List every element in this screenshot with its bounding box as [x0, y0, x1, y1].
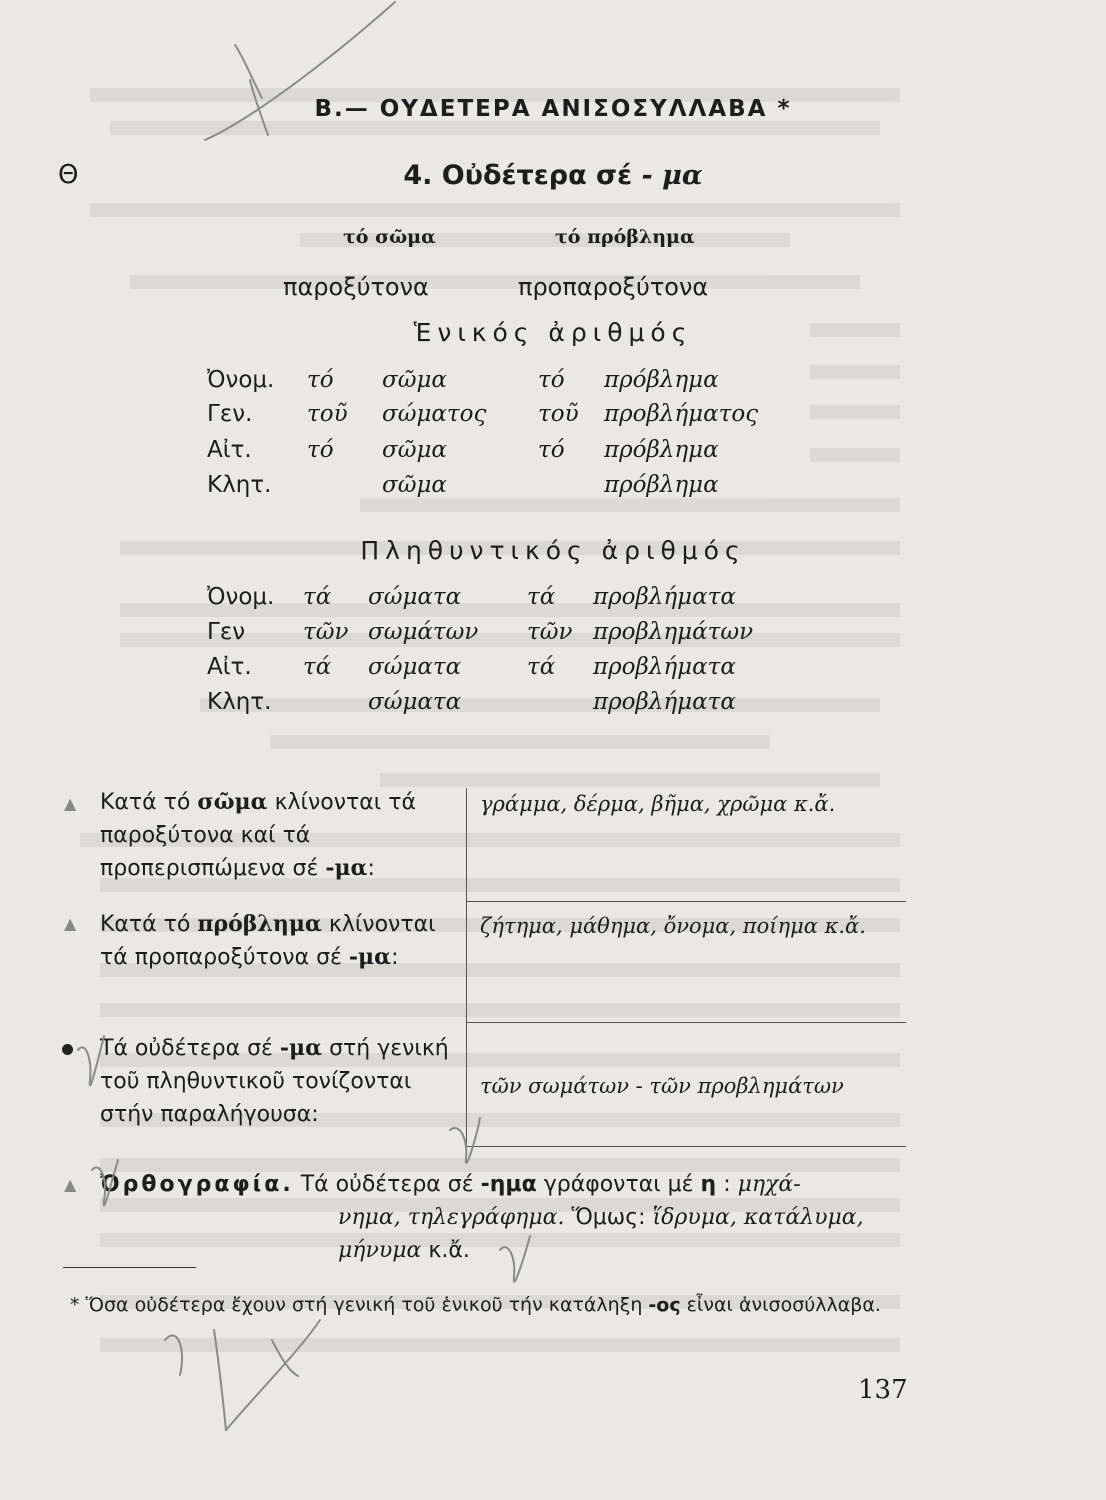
- singular-heading: Ἑνικός ἀριθμός: [413, 318, 693, 347]
- note-text: κ.ἄ.: [421, 1238, 470, 1263]
- note-text: Τά οὐδέτερα σέ: [300, 1172, 481, 1197]
- table-row: [0, 401, 1106, 433]
- word-form: προβλημάτων: [593, 619, 754, 645]
- table-row: [0, 584, 1106, 616]
- article: τά: [303, 654, 332, 680]
- word-form: προβλήματα: [593, 689, 736, 715]
- note-text: :: [716, 1172, 738, 1197]
- rules-separator: [466, 901, 906, 902]
- article: τῶν: [303, 619, 349, 645]
- bullet-icon: [62, 1044, 73, 1055]
- triangle-icon: ▲: [64, 914, 77, 933]
- rule-soma: [100, 786, 460, 885]
- rule-bold: -μα: [279, 1035, 323, 1061]
- rules-separator: [466, 1146, 906, 1147]
- article: τά: [527, 584, 556, 610]
- rule-text: Τά οὐδέτερα σέ: [100, 1036, 280, 1061]
- footnote-rule: [63, 1267, 196, 1268]
- case-label: Γεν: [207, 619, 246, 645]
- footnote: [70, 1290, 906, 1320]
- rule-text: :: [367, 856, 375, 881]
- note-bold: -ημα: [480, 1172, 537, 1197]
- lesson-title: [0, 160, 1106, 191]
- lesson-number: 4. Οὐδέτερα σέ: [403, 160, 633, 191]
- lesson-ending: - μα: [641, 160, 703, 191]
- word-form: σῶμα: [382, 472, 447, 498]
- model-word-1: τό σῶμα: [343, 226, 436, 248]
- section-title: Β.— ΟΥΔΕΤΕΡΑ ΑΝΙΣΟΣΥΛΛΑΒΑ *: [314, 96, 792, 122]
- word-form: σώματος: [382, 401, 487, 427]
- rule-bold: -μα: [348, 944, 392, 970]
- rule-text: :: [391, 945, 399, 970]
- margin-mark: Θ: [58, 160, 79, 190]
- rule-bold: πρόβλημα: [197, 911, 322, 937]
- note-example: μηχά-: [737, 1172, 801, 1197]
- word-form: σῶμα: [382, 437, 447, 463]
- rule-bold: -μα: [325, 855, 368, 881]
- article: τά: [303, 584, 332, 610]
- footnote-text: Ὅσα οὐδέτερα ἔχουν στή γενική τοῦ ἑνικοῦ τήν κατάληξη: [85, 1294, 649, 1316]
- rules-separator: [466, 1022, 906, 1023]
- page-number: 137: [858, 1375, 908, 1405]
- rules-divider: [466, 788, 467, 1156]
- footnote-star: *: [70, 1294, 80, 1316]
- plural-heading: Πληθυντικός ἀριθμός: [360, 536, 746, 565]
- footnote-bold: -ος: [648, 1294, 681, 1316]
- article: τοῦ: [307, 401, 348, 427]
- article: τά: [527, 654, 556, 680]
- orthography-note: [100, 1168, 900, 1263]
- triangle-icon: ▲: [64, 1175, 77, 1194]
- triangle-icon: ▲: [64, 794, 77, 813]
- rule-bold: σῶμα: [197, 789, 268, 815]
- accent-type-1: παροξύτονα: [283, 273, 429, 301]
- case-label: Αἰτ.: [207, 437, 252, 463]
- table-row: [0, 619, 1106, 651]
- rule-genitive: [100, 1032, 460, 1131]
- case-label: Αἰτ.: [207, 654, 252, 680]
- article: τό: [307, 367, 334, 393]
- rule-text: Κατά τό: [100, 790, 198, 815]
- note-bold: η: [700, 1172, 717, 1197]
- table-row: [0, 472, 1106, 504]
- word-form: προβλήματα: [593, 584, 736, 610]
- word-form: σώματα: [368, 584, 462, 610]
- examples-provlima: ζήτημα, μάθημα, ὄνομα, ποίημα κ.ἄ.: [480, 914, 866, 938]
- orthography-label: Ὀρθογραφία.: [100, 1172, 294, 1197]
- word-form: προβλήματος: [604, 401, 759, 427]
- rule-text: κλίνονται τά παροξύτονα καί τά προπερισπώμενα σέ: [100, 790, 416, 881]
- word-form: σώματα: [368, 689, 462, 715]
- word-form: πρόβλημα: [604, 437, 719, 463]
- article: τό: [307, 437, 334, 463]
- rule-text: κλίνονται τά προπαροξύτονα σέ: [100, 912, 436, 970]
- word-form: σώματα: [368, 654, 462, 680]
- examples-genitive: τῶν σωμάτων - τῶν προβλημάτων: [480, 1074, 844, 1098]
- case-label: Γεν.: [207, 401, 253, 427]
- case-label: Κλητ.: [207, 689, 272, 715]
- table-row: [0, 654, 1106, 686]
- rule-text: Κατά τό: [100, 912, 198, 937]
- table-row: [0, 437, 1106, 469]
- word-form: προβλήματα: [593, 654, 736, 680]
- word-form: σῶμα: [382, 367, 447, 393]
- examples-soma: γράμμα, δέρμα, βῆμα, χρῶμα κ.ἄ.: [480, 792, 836, 816]
- model-word-2: τό πρόβλημα: [555, 226, 695, 248]
- word-form: σωμάτων: [368, 619, 479, 645]
- accent-type-2: προπαροξύτονα: [518, 273, 709, 301]
- footnote-text: εἶναι ἀνισοσύλλαβα.: [680, 1294, 881, 1316]
- note-text: Ὅμως:: [564, 1205, 653, 1230]
- note-example: ἵδρυμα, κατάλυμα, μήνυμα: [338, 1205, 864, 1263]
- table-row: [0, 367, 1106, 399]
- word-form: πρόβλημα: [604, 367, 719, 393]
- case-label: Κλητ.: [207, 472, 272, 498]
- table-row: [0, 689, 1106, 721]
- article: τό: [538, 367, 565, 393]
- rule-text: στή γενική τοῦ πληθυντικοῦ τονίζονται στήν παραλήγουσα:: [100, 1036, 449, 1127]
- article: τό: [538, 437, 565, 463]
- word-form: πρόβλημα: [604, 472, 719, 498]
- note-text: γράφονται μέ: [536, 1172, 701, 1197]
- rule-provlima: [100, 908, 460, 974]
- article: τῶν: [527, 619, 573, 645]
- article: τοῦ: [538, 401, 579, 427]
- case-label: Ὀνομ.: [207, 367, 275, 393]
- case-label: Ὀνομ.: [207, 584, 275, 610]
- orthography-continuation: [338, 1201, 898, 1267]
- note-example: νημα, τηλεγράφημα.: [338, 1205, 565, 1230]
